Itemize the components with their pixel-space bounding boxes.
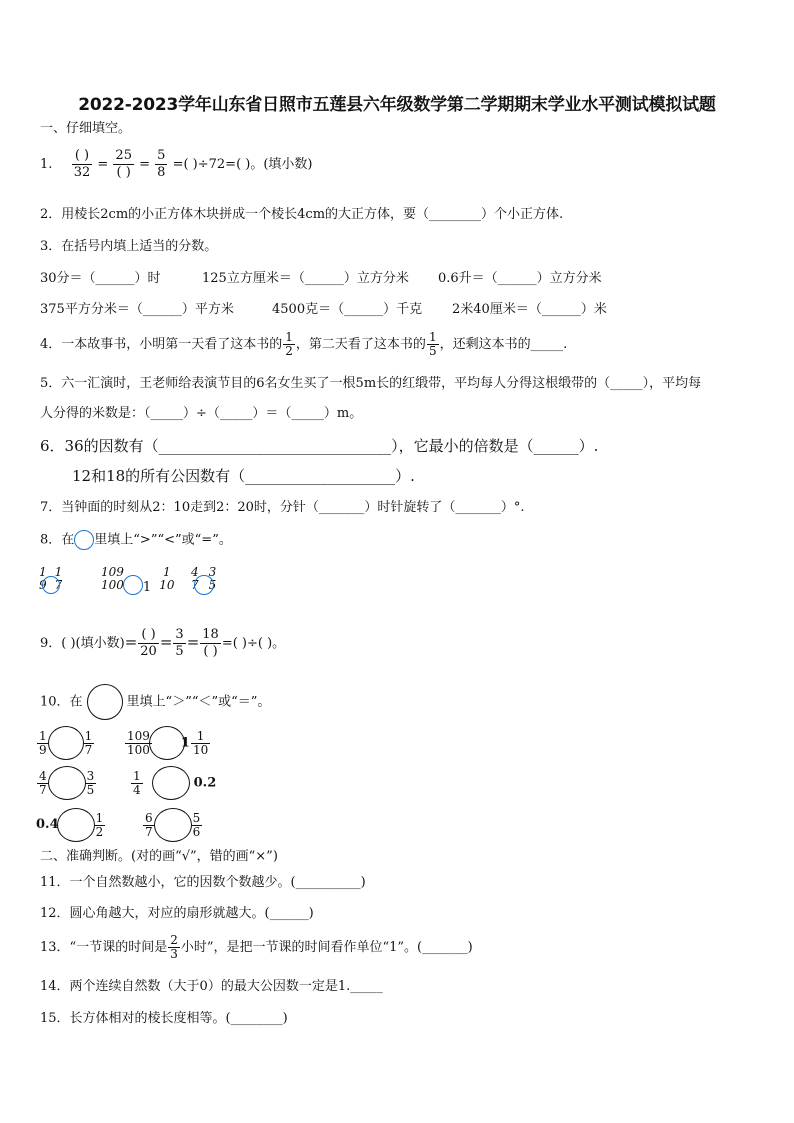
q10-item-3: $\frac{4}{7}$ $\frac{3}{5}$ <box>36 766 97 800</box>
q10-circle-icon <box>87 684 123 720</box>
question-11: 11．一个自然数越小，它的因数个数越少。(__________) <box>40 875 366 890</box>
q3-item-2: 125立方厘米＝（______）立方分米 <box>202 271 409 286</box>
q3-item-1: 30分＝（______）时 <box>40 271 161 286</box>
q3-item-4: 375平方分米＝（______）平方米 <box>40 302 234 317</box>
question-13: 13．“一节课的时间是 $\frac{2}{3}$ 小时”，是把一节课的时间看作单位“1”。(_______) <box>40 933 473 961</box>
q1-fraction-3: $\frac{5}{8}$ <box>157 148 166 180</box>
q10-compare-circle-2[interactable] <box>149 726 185 760</box>
q8-compare-circle-1[interactable] <box>42 576 60 594</box>
q10-item-2: $\frac{109}{100}$ 1 $\frac{1}{10}$ <box>124 726 211 760</box>
q1-number: 1. <box>40 157 53 172</box>
question-10: 10．在 里填上“＞”“＜”或“＝”。 <box>40 684 270 720</box>
question-1: 1. $\frac{( )}{32}$ = $\frac{25}{( )}$ = $\frac{5}{8}$ =( )÷72=( )。(填小数) <box>40 148 313 180</box>
question-7: 7．当钟面的时刻从2：10走到2：20时，分针（_______）时针旋转了（_______）°. <box>40 500 525 515</box>
q10-item-4: $\frac{1}{4}$ 0.2 <box>130 766 216 800</box>
question-9: 9．( )(填小数)= $\frac{( )}{20}$ = $\frac{3}{5}$ = $\frac{18}{( )}$ =( )÷( )。 <box>40 627 286 659</box>
question-14: 14．两个连续自然数（大于0）的最大公因数一定是1._____ <box>40 979 383 994</box>
q10-compare-circle-3[interactable] <box>48 766 86 800</box>
q8-compare-circle-2[interactable] <box>123 575 143 595</box>
q8-item-3: 4 7 3 5 <box>188 566 219 592</box>
q8-item-1: 1 9 1 7 <box>39 565 63 592</box>
section-2-heading: 二、准确判断。(对的画“√”，错的画“×”) <box>40 849 278 864</box>
question-12: 12．圆心角越大，对应的扇形就越大。(______) <box>40 906 314 921</box>
question-6-line-2: 12和18的所有公因数有（____________________）. <box>72 467 415 485</box>
page-title: 2022-2023学年山东省日照市五莲县六年级数学第二学期期末学业水平测试模拟试题 <box>78 95 716 115</box>
q10-compare-circle-6[interactable] <box>154 808 192 842</box>
q10-compare-circle-4[interactable] <box>152 766 190 800</box>
question-2: 2．用棱长2cm的小正方体木块拼成一个棱长4cm的大正方体，要（________）个小正方体. <box>40 207 564 222</box>
question-8: 8．在 里填上“>”“<”或“=”。 <box>40 530 232 550</box>
question-15: 15．长方体相对的棱长度相等。(________) <box>40 1011 288 1026</box>
question-3: 3．在括号内填上适当的分数。 <box>40 239 218 254</box>
q1-fraction-1: $\frac{( )}{32}$ <box>73 148 91 180</box>
q3-item-6: 2米40厘米＝（______）米 <box>452 302 607 317</box>
q10-item-6: $\frac{6}{7}$ $\frac{5}{6}$ <box>142 808 203 842</box>
q8-compare-circle-3[interactable] <box>194 575 214 595</box>
question-5-line-1: 5．六一汇演时，王老师给表演节目的6名女生买了一根5m长的红缎带，平均每人分得这根缎带的（_____），平均每 <box>40 376 702 391</box>
q10-item-1: $\frac{1}{9}$ $\frac{1}{7}$ <box>36 726 95 760</box>
q8-item-2: 109 100 1 1 10 <box>101 565 175 595</box>
q10-compare-circle-1[interactable] <box>48 726 84 760</box>
question-5-line-2: 人分得的米数是：（_____）÷（_____）＝（_____）m。 <box>40 406 363 421</box>
question-4: 4．一本故事书，小明第一天看了这本书的 $\frac{1}{2}$ ，第二天看了这本书的 $\frac{1}{5}$ ，还剩这本书的_____. <box>40 330 568 358</box>
q3-item-3: 0.6升＝（______）立方分米 <box>438 271 602 286</box>
q10-item-5: 0.4 $\frac{1}{2}$ <box>36 808 106 842</box>
q1-tail: =( )÷72=( )。(填小数) <box>172 157 313 172</box>
q8-circle-icon <box>74 530 94 550</box>
q3-item-5: 4500克＝（______）千克 <box>272 302 423 317</box>
q10-compare-circle-5[interactable] <box>57 808 95 842</box>
section-1-heading: 一、仔细填空。 <box>40 121 132 136</box>
q1-fraction-2: $\frac{25}{( )}$ <box>115 148 132 180</box>
question-6-line-1: 6．36的因数有（_______________________________），它最小的倍数是（______）. <box>40 437 599 455</box>
